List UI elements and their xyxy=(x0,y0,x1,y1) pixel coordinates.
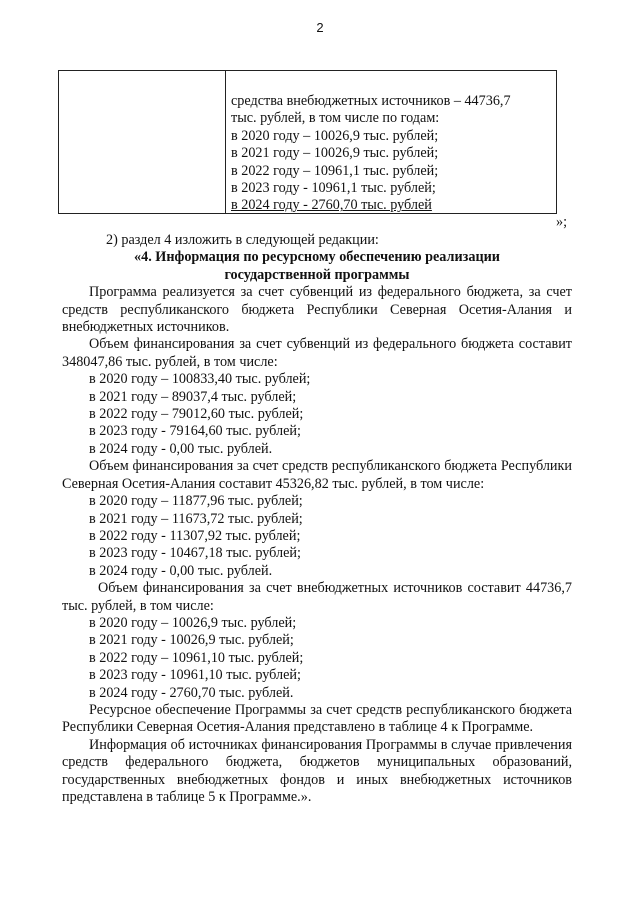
extrabudgetary-list-item: в 2020 году – 10026,9 тыс. рублей; xyxy=(89,614,297,631)
paragraph-sources: Программа реализуется за счет субвенций из федерального бюджета, за счет средств республиканского бюджета Республики Северная Осетия-Алания и внебюджетных источников. xyxy=(62,284,572,336)
table-cell-line: в 2022 году – 10961,1 тыс. рублей; xyxy=(231,162,439,179)
table-cell-extrabudgetary xyxy=(231,93,511,215)
paragraph-table4-reference: Ресурсное обеспечение Программы за счет средств республиканского бюджета Республики Северная Осетия-Алания представлено в таблице 4 к Программе. xyxy=(62,701,572,736)
republic-list-item: в 2023 году - 10467,18 тыс. рублей; xyxy=(89,545,301,562)
federal-list-item: в 2020 году – 100833,40 тыс. рублей; xyxy=(89,371,311,388)
closing-quote: »; xyxy=(556,214,568,230)
federal-list-item: в 2024 году - 0,00 тыс. рублей. xyxy=(89,440,273,457)
federal-list-item: в 2022 году – 79012,60 тыс. рублей; xyxy=(89,406,304,423)
paragraph-extrabudgetary: Объем финансирования за счет внебюджетных источников составит 44736,7 тыс. рублей, в том числе: xyxy=(62,580,572,614)
republic-list-item: в 2022 году - 11307,92 тыс. рублей; xyxy=(89,527,301,544)
table-cell-line: в 2020 году – 10026,9 тыс. рублей; xyxy=(231,127,439,144)
page-number: 2 xyxy=(316,20,324,35)
funding-table xyxy=(58,70,557,214)
paragraph-republic: Объем финансирования за счет средств республиканского бюджета Республики Северная Осетия-Алания составит 45326,82 тыс. рублей, в том числе: xyxy=(62,458,572,492)
extrabudgetary-list-item: в 2023 году - 10961,10 тыс. рублей; xyxy=(89,667,301,684)
table-cell-line: в 2024 году - 2760,70 тыс. рублей xyxy=(231,197,432,214)
table-cell-line: в 2021 году – 10026,9 тыс. рублей; xyxy=(231,145,439,162)
table-cell-line: в 2023 году - 10961,1 тыс. рублей; xyxy=(231,180,436,197)
paragraph-federal: Объем финансирования за счет субвенций из федерального бюджета составит 348047,86 тыс. рублей, в том числе: xyxy=(62,336,572,370)
republic-list-item: в 2021 году – 11673,72 тыс. рублей; xyxy=(89,510,303,527)
section-heading-line2: государственной программы xyxy=(224,266,410,283)
federal-list-item: в 2021 году – 89037,4 тыс. рублей; xyxy=(89,388,297,405)
table-cell-line: средства внебюджетных источников – 44736,7 xyxy=(231,93,511,109)
republic-list-item: в 2024 году - 0,00 тыс. рублей. xyxy=(89,562,273,579)
federal-list-item: в 2023 году - 79164,60 тыс. рублей; xyxy=(89,423,301,440)
section-heading-line1: «4. Информация по ресурсному обеспечению реализации xyxy=(134,249,500,266)
extrabudgetary-list-item: в 2024 году - 2760,70 тыс. рублей. xyxy=(89,684,294,701)
table-cell-line: тыс. рублей, в том числе по годам: xyxy=(231,110,440,127)
republic-list-item: в 2020 году – 11877,96 тыс. рублей; xyxy=(89,493,303,510)
section-intro: 2) раздел 4 изложить в следующей редакции: xyxy=(106,232,379,248)
extrabudgetary-list-item: в 2022 году – 10961,10 тыс. рублей; xyxy=(89,649,304,666)
extrabudgetary-list-item: в 2021 году - 10026,9 тыс. рублей; xyxy=(89,632,294,649)
paragraph-table5-reference: Информация об источниках финансирования Программы в случае привлечения средств федерального бюджета, бюджетов муниципальных образований, государственных внебюджетных фондов и иных внебюджетных источников представлена в таблице 5 к Программе.». xyxy=(62,736,572,805)
document-body xyxy=(62,232,572,806)
table-column-divider xyxy=(225,71,226,213)
